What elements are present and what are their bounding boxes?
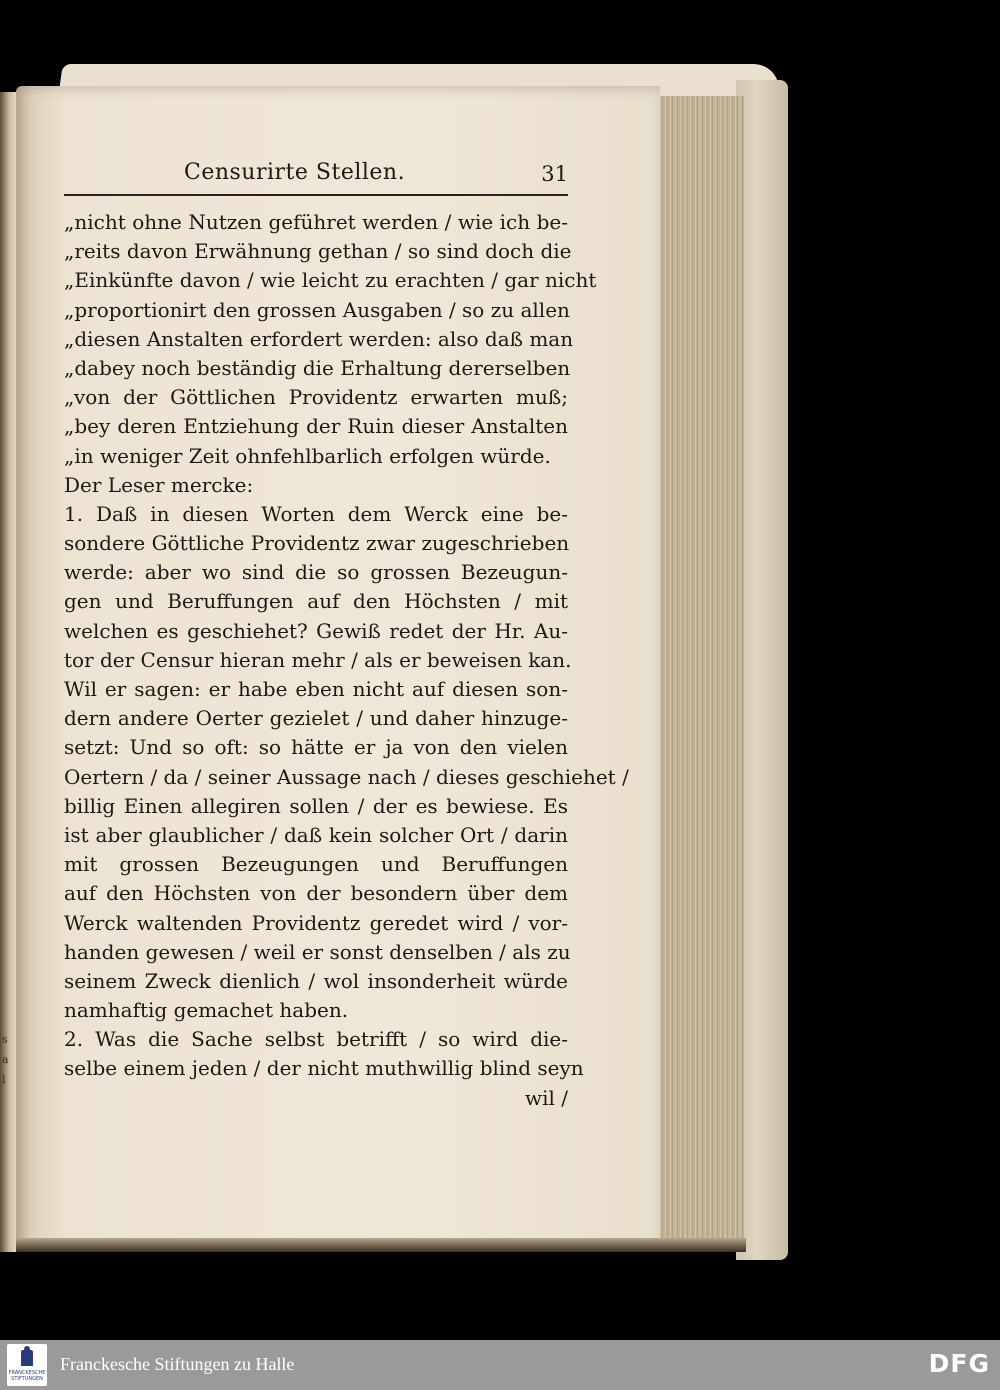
left-page-marks bbox=[2, 1030, 12, 1090]
logo-text: FRANCKESCHE STIFTUNGEN bbox=[8, 1370, 46, 1382]
text-line: auf den Höchsten von der besondern über dem bbox=[64, 881, 568, 906]
text-line: handen gewesen / weil er sonst denselben / als zu bbox=[64, 939, 571, 964]
text-line: Oertern / da / seiner Aussage nach / dieses geschiehet / bbox=[64, 764, 629, 789]
text-line: setzt: Und so oft: so hätte er ja von den vielen bbox=[64, 735, 568, 760]
text-line: „Einkünfte davon / wie leicht zu erachten / gar nicht bbox=[64, 268, 597, 293]
page-number: 31 bbox=[541, 162, 568, 186]
text-line: 1. Daß in diesen Worten dem Werck eine be- bbox=[64, 501, 568, 526]
text-line: sondere Göttliche Providentz zwar zugeschrieben bbox=[64, 531, 570, 556]
text-line: „bey deren Entziehung der Ruin dieser Anstalten bbox=[64, 414, 568, 439]
footer-bar bbox=[0, 1340, 1000, 1390]
text-line: Der Leser mercke: bbox=[64, 472, 254, 497]
text-line: dern andere Oerter gezielet / und daher hinzuge- bbox=[64, 706, 568, 731]
text-line: ist aber glaublicher / daß kein solcher Ort / darin bbox=[64, 822, 568, 847]
institution-name: Franckesche Stiftungen zu Halle bbox=[60, 1354, 295, 1374]
dfg-logo[interactable]: DFG bbox=[928, 1349, 990, 1378]
text-line: „reits davon Erwähnung gethan / so sind doch die bbox=[64, 239, 572, 264]
text-line: Wil er sagen: er habe eben nicht auf diesen son- bbox=[64, 677, 568, 701]
text-line: billig Einen allegiren sollen / der es bewiese. Es bbox=[64, 793, 568, 818]
text-line: „in weniger Zeit ohnfehlbarlich erfolgen würde. bbox=[64, 443, 551, 468]
text-line: mit grossen Bezeugungen und Beruffungen bbox=[64, 852, 568, 877]
text-lines bbox=[64, 208, 629, 1084]
text-line: gen und Beruffungen auf den Höchsten / mit bbox=[64, 589, 568, 614]
text-line: „nicht ohne Nutzen geführet werden / wie ich be- bbox=[64, 210, 568, 234]
text-block bbox=[64, 158, 629, 1113]
running-head-title: Censurirte Stellen. bbox=[184, 160, 406, 185]
text-line: Werck waltenden Providentz geredet wird / vor- bbox=[64, 910, 568, 935]
book-fore-edge bbox=[652, 96, 744, 1246]
text-line: „diesen Anstalten erfordert werden: also daß man bbox=[64, 326, 574, 351]
left-page-mark: a bbox=[2, 1053, 9, 1066]
text-line: 2. Was die Sache selbst betrifft / so wird die- bbox=[64, 1027, 568, 1052]
text-line: selbe einem jeden / der nicht muthwillig blind seyn bbox=[64, 1056, 584, 1081]
left-page-mark: l bbox=[2, 1073, 6, 1086]
text-line: „von der Göttlichen Providentz erwarten muß; bbox=[64, 385, 568, 410]
text-line: welchen es geschiehet? Gewiß redet der Hr. Au- bbox=[64, 618, 568, 643]
text-line: werde: aber wo sind die so grossen Bezeugun- bbox=[64, 560, 568, 585]
running-header bbox=[64, 158, 568, 196]
text-line: seinem Zweck dienlich / wol insonderheit würde bbox=[64, 968, 568, 993]
page-bottom-shadow bbox=[16, 1238, 746, 1252]
text-line: „dabey noch beständig die Erhaltung dererselben bbox=[64, 355, 571, 380]
text-line: tor der Censur hieran mehr / als er beweisen kan. bbox=[64, 647, 572, 672]
left-page-mark: s bbox=[2, 1033, 8, 1046]
catchword: wil / bbox=[524, 1085, 568, 1110]
building-icon bbox=[21, 1350, 33, 1366]
text-line: „proportionirt den grossen Ausgaben / so zu allen bbox=[64, 297, 570, 322]
text-line: namhaftig gemachet haben. bbox=[64, 998, 349, 1023]
franckesche-logo[interactable] bbox=[7, 1344, 47, 1386]
